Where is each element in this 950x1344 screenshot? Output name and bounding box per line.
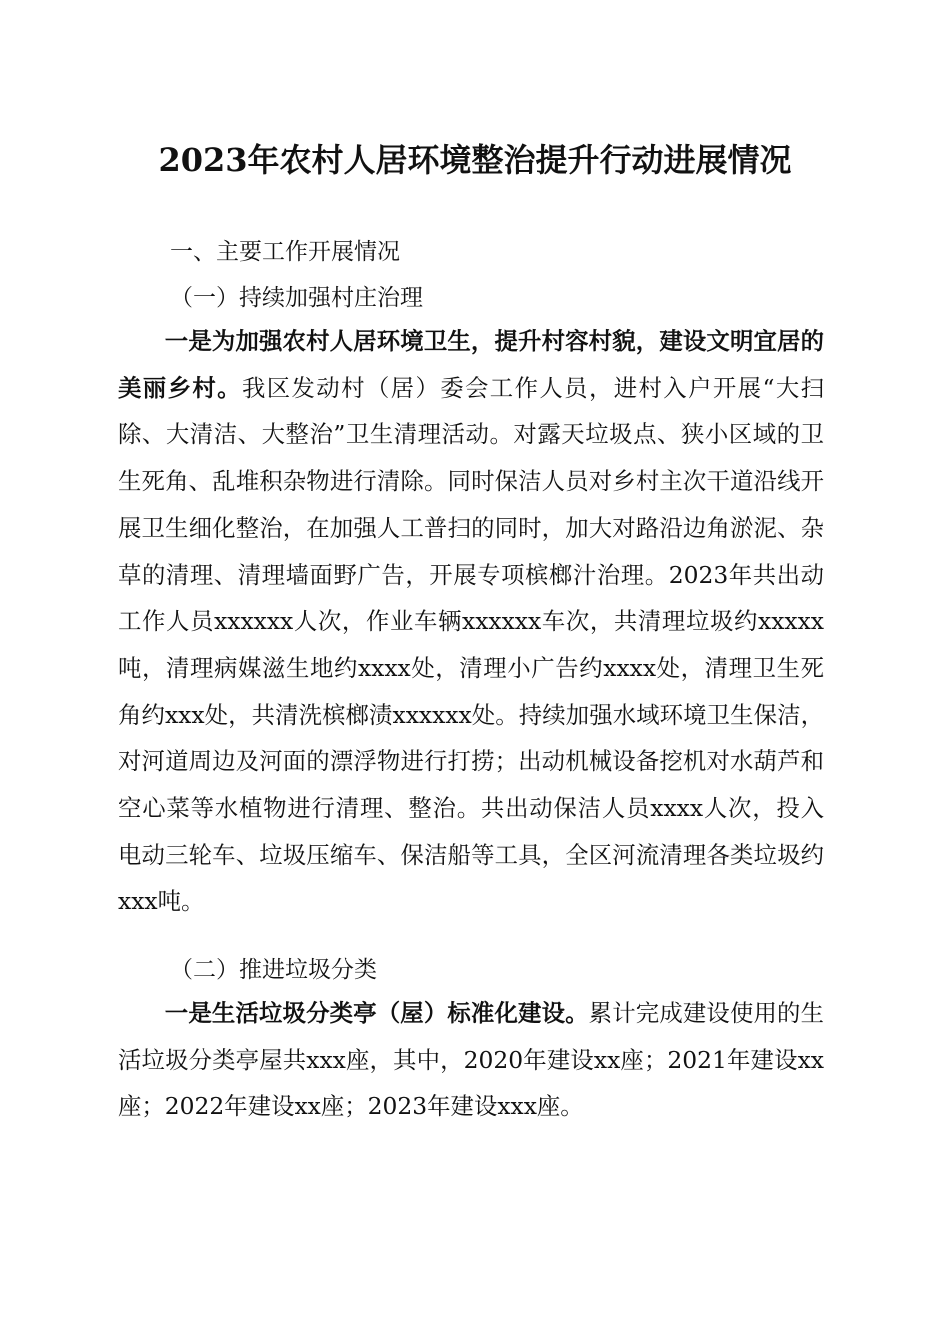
subsection-heading-village-governance: （一）持续加强村庄治理 bbox=[170, 285, 423, 311]
paragraph-waste-sorting bbox=[118, 990, 824, 1130]
paragraph-body-waste-sorting: 累计完成建设使用的生活垃圾分类亭屋共xxx座，其中，2020年建设xx座；2021年建设xx座；2022年建设xx座；2023年建设xxx座。 bbox=[118, 999, 824, 1121]
subsection-heading-waste-sorting: （二）推进垃圾分类 bbox=[170, 957, 377, 983]
paragraph-body-village-governance: 我区发动村（居）委会工作人员，进村入户开展“大扫除、大清洁、大整治”卫生清理活动。对露天垃圾点、狭小区域的卫生死角、乱堆积杂物进行清除。同时保洁人员对乡村主次干道沿线开展卫生细化整治，在加强人工普扫的同时，加大对路沿边角淤泥、杂草的清理、清理墙面野广告，开展专项槟榔汁治理。2023年共出动工作人员xxxxxx人次，作业车辆xxxxxx车次，共清理垃圾约xxxxx吨，清理病媒滋生地约xxxx处，清理小广告约xxxx处，清理卫生死角约xxx处，共清洗槟榔渍xxxxxx处。持续加强水域环境卫生保洁，对河道周边及河面的漂浮物进行打捞；出动机械设备挖机对水葫芦和空心菜等水植物进行清理、整治。共出动保洁人员xxxx人次，投入电动三轮车、垃圾压缩车、保洁船等工具，全区河流清理各类垃圾约xxx吨。 bbox=[118, 373, 824, 916]
paragraph-lead-waste-sorting: 一是生活垃圾分类亭（屋）标准化建设。 bbox=[164, 999, 589, 1027]
paragraph-lead-village-governance: 一是为加强农村人居环境卫生，提升村容村貌，建设文明宜居的美丽乡村。 bbox=[118, 327, 824, 402]
document-title: 2023年农村人居环境整治提升行动进展情况 bbox=[158, 141, 792, 179]
section-heading-main-work: 一、主要工作开展情况 bbox=[170, 239, 400, 265]
paragraph-village-governance bbox=[118, 318, 824, 938]
